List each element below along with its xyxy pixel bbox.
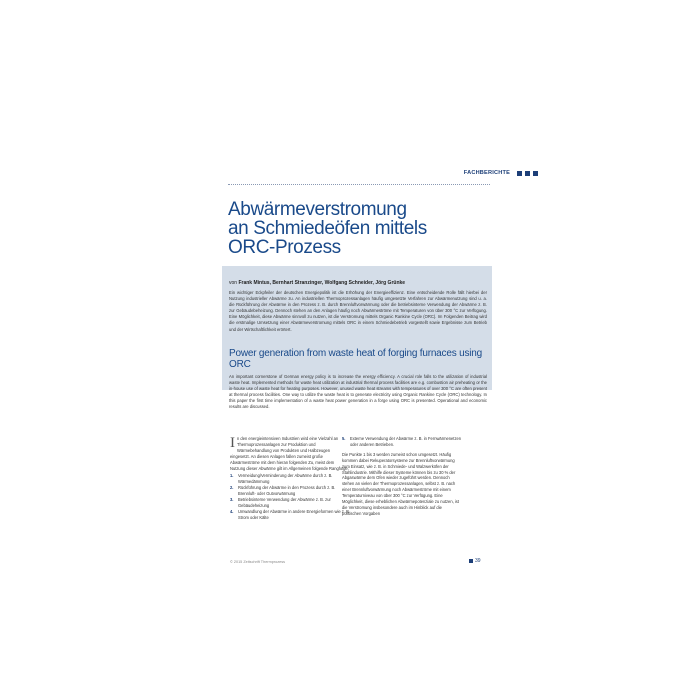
- body-paragraph: Die Punkte 1 bis 3 werden zumeist schon umgesetzt. Häufig kommen dabei Rekuperatorsysteme zur Brennluftvorwärmung zum Einsatz, wie z. B. in Schmiede- und Walzwerköfen der Stahlindustrie. Mithilfe dieser Systeme können bis zu 30 % der Abgaswärme dem Ofen wieder zugeführt werden. Dennoch stehen an vielen der Thermoprozessanlagen, selbst z. B. nach einer Brennluftvorwärmung noch Abwärmeströme mit einem Temperaturniveau von über 300 °C zur Verfügung. Eine Möglichkeit, diese erheblichen Abwärmepotenziale zu nutzen, ist die Verstromung insbesondere auch im Hinblick auf die politischen Vorgaben: [342, 451, 459, 516]
- list-number: 3.: [230, 497, 234, 503]
- intro-paragraph: [230, 436, 350, 471]
- title-line-3: ORC-Prozess: [228, 237, 341, 258]
- list-item: [230, 509, 350, 521]
- body-column-left: [230, 436, 350, 542]
- intro-text: n den energieintensiven Industrien wird eine Vielzahl an Thermoprozessanlagen zur Produktion und Wärmebehandlung von Produkten und Halbzeugen eingesetzt. An diesen Anlagen fallen zumeist große Abwärmeströme mit dem hieran folgenden Zu, meist dem Nutzung dieser Abwärme gilt im Allgemeinen folgende Rangfolge:: [230, 436, 349, 471]
- page-number: [469, 558, 481, 564]
- square-icon: [517, 171, 522, 176]
- list-item: [230, 497, 350, 509]
- abstract-english: An important cornerstone of German energy policy is to increase the energy efficiency. A crucial role falls to the utilization of industrial waste heat. Implemented methods for waste heat utilization at industrial thermal process facilities are e.g. combustion air preheating or the in-house use of waste heat for heating purposes. However, unused waste heat streams with temperatures of over 300 °C are often present at thermal process facilities. One way to utilize the waste heat is to generate electricity using Organic Rankine Cycle (ORC) technology. In this paper the first time implementation of a waste heat power generation in a forge using ORC is presented. Operational and economic results are discussed.: [229, 374, 487, 410]
- list-text: Externe Verwendung der Abwärme z. B. in Fernwärmenetzen oder anderen Betrieben.: [350, 436, 462, 447]
- authors-prefix: von: [229, 280, 238, 286]
- list-text: Umwandlung der Abwärme in andere Energieformen wie z. B. Strom oder Kälte: [238, 508, 350, 520]
- square-icon: [525, 171, 530, 176]
- list-text: Betriebsinterne Verwendung der Abwärme z. B. zur Gebäudeheizung: [238, 497, 331, 508]
- list-number: 5.: [342, 436, 346, 441]
- header-divider: [228, 184, 490, 185]
- list-text: Rückführung der Abwärme in den Prozess durch z. B. Brennluft- oder Gutvorwärmung: [238, 485, 336, 497]
- square-icon: [469, 559, 473, 563]
- authors-line: [229, 280, 487, 286]
- list-text: Vermeidung/Verminderung der Abwärme durch z. B. Wärmedämmung: [238, 473, 333, 485]
- footer-copyright: © 2015 Zeitschrift Thermprozess: [230, 560, 286, 564]
- article-title: [228, 200, 488, 257]
- list-item: [230, 473, 350, 485]
- title-english: Power generation from waste heat of forging furnaces using ORC: [229, 348, 482, 370]
- abstract-german: Ein wichtiger Eckpfeiler der deutschen Energiepolitik ist die Erhöhung der Energieeffizienz. Eine entscheidende Rolle fällt hierbei der Nutzung industrieller Abwärme zu. An industriellen Thermoprozessanlagen häufig umgesetzte Verfahren zur Abwärmenutzung sind u. a. die Rückführung der Abwärme in den Prozess z. B. durch Brennluftvorwärmung oder die betriebsinterne Verwendung der Abwärme z. B. zur Gebäudebeheizung. Dennoch stehen an den Anlagen häufig noch Abwärmeströme mit Temperaturen von über 300 °C zur Verfügung. Eine Möglichkeit, diese Abwärme sinnvoll zu nutzen, ist die Verstromung mittels Organic Rankine Cycle (ORC). Im Folgenden Beitrag wird die erstmalige Umsetzung einer Abwärmeverstromung mittels ORC in einem Schmiedebetrieb vorgestellt sowie Ergebnisse zum Betrieb und der Wirtschaftlichkeit erörtert.: [229, 290, 487, 332]
- square-icon: [533, 171, 538, 176]
- title-line-2: an Schmiedeöfen mittels: [228, 218, 427, 239]
- authors-names: Frank Mintus, Bernhart Stranzinger, Wolfgang Schneider, Jörg Grünke: [238, 280, 406, 286]
- list-number: 2.: [230, 485, 234, 491]
- section-label: [418, 167, 538, 179]
- list-item: [230, 485, 350, 497]
- drop-cap: I: [230, 435, 235, 451]
- section-label-text: FACHBERICHTE: [463, 170, 510, 176]
- page-number-text: 39: [475, 558, 481, 564]
- list-item: [342, 436, 462, 448]
- list-number: 1.: [230, 473, 234, 479]
- list-number: 4.: [230, 508, 234, 514]
- body-column-right: [342, 436, 462, 548]
- title-line-1: Abwärmeverstromung: [228, 199, 407, 220]
